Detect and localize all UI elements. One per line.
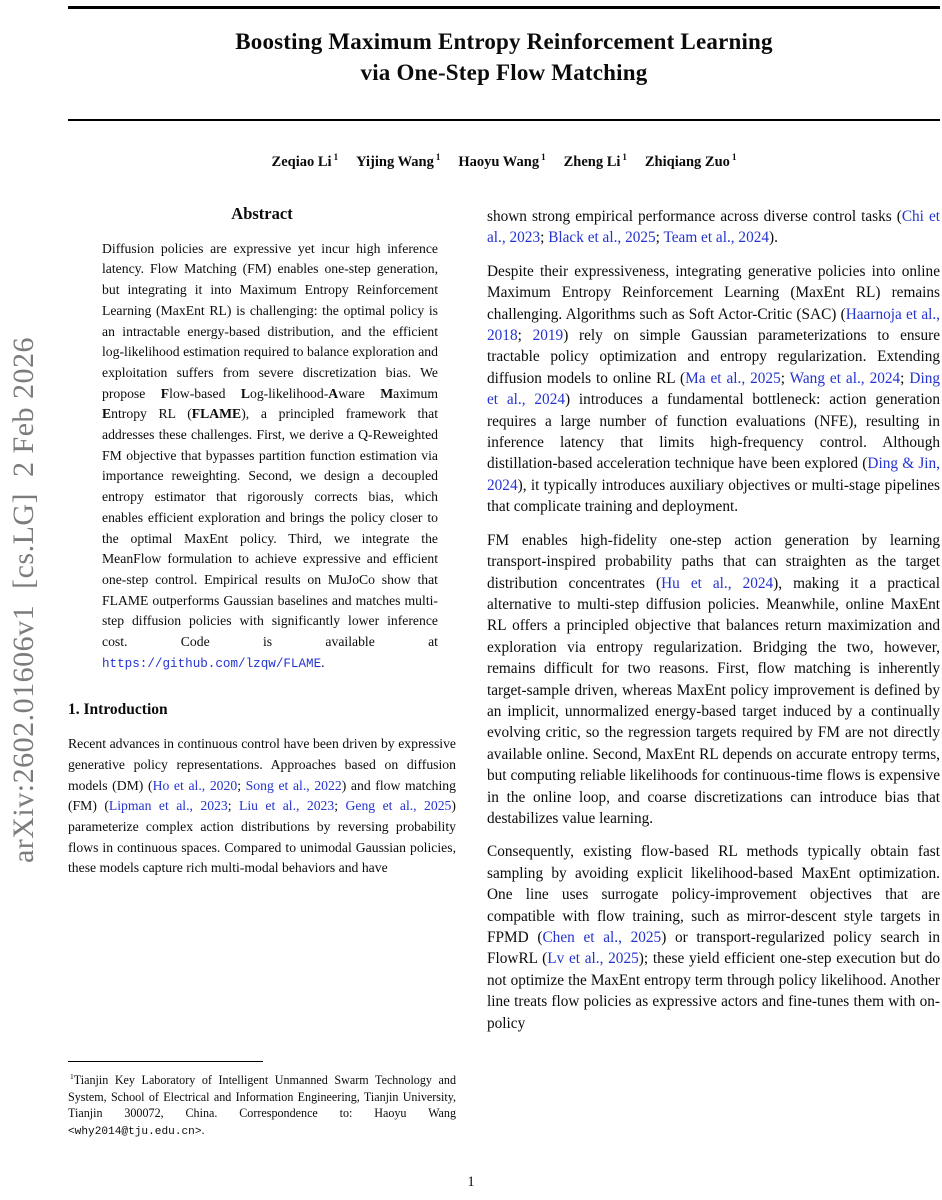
text-segment: ; bbox=[237, 777, 246, 793]
text-segment: Zhiqiang Zuo bbox=[644, 153, 730, 170]
right-column bbox=[487, 206, 940, 1034]
citation-link[interactable]: Wang et al., 2024 bbox=[789, 369, 901, 387]
text-segment: 1 bbox=[435, 152, 441, 162]
text-segment: . bbox=[201, 1122, 205, 1137]
citation-link[interactable]: Chen et al., 2025 bbox=[542, 929, 662, 946]
citation-link[interactable]: Song et al., 2022 bbox=[245, 777, 342, 793]
text-segment: 1 bbox=[622, 152, 627, 162]
text-segment: A bbox=[328, 385, 339, 401]
introduction-body bbox=[68, 734, 456, 879]
authors-line bbox=[68, 152, 940, 171]
footnote-rule bbox=[68, 1061, 263, 1062]
text-segment: Zheng Li bbox=[563, 153, 621, 170]
citation-link[interactable]: Geng et al., 2025 bbox=[345, 798, 452, 814]
citation-link[interactable]: Hu et al., 2024 bbox=[661, 574, 774, 592]
text-segment: ); these yield efficient one-step execution but do not optimize the MaxEnt entropy term through policy likelihood. Another line treats flow policies as expressive actors and fine-tunes them with on-policy bbox=[487, 950, 941, 1032]
text-segment: ; bbox=[900, 369, 910, 387]
text-segment: ; bbox=[334, 798, 346, 814]
paragraph bbox=[487, 206, 940, 249]
paragraph bbox=[68, 734, 456, 879]
text-segment: og-likelihood- bbox=[249, 385, 329, 401]
text-segment: Tianjin Key Laboratory of Intelligent Unmanned Swarm Technology and System, School of Electrical and Information Engineering, Tianjin University, Tianjin 300072, China. Correspondence to: Haoyu Wang bbox=[68, 1073, 456, 1121]
citation-link[interactable]: Haarnoja et al., 2018 bbox=[487, 305, 941, 345]
text-segment: ; bbox=[227, 798, 239, 814]
text-segment: Yijing Wang bbox=[356, 153, 434, 170]
text-segment: M bbox=[380, 385, 394, 401]
text-segment: Despite their expressiveness, integrating generative policies into online Maximum Entropy Reinforcement Learning (MaxEnt RL) remains challenging. Algorithms such as Soft Actor-Critic (SAC) ( bbox=[487, 262, 940, 323]
text-segment: ware bbox=[338, 385, 381, 401]
arxiv-watermark: arXiv:2602.01606v1 [cs.LG] 2 Feb 2026 bbox=[7, 336, 40, 864]
citation-link[interactable]: Lipman et al., 2023 bbox=[108, 798, 228, 814]
text-segment: ), making it a practical alternative to multi-step diffusion policies. Meanwhile, online MaxEnt RL offers a principled objective that balances return maximization and exploration via entropy regularization. Bridging the two, however, remains difficult for two reasons. First, flow matching is inherently target-sample driven, whereas MaxEnt policy improvement is defined by an implicit, unnormalized energy-based target induced by a continually evolving critic, so the regression targets required by FM are not directly available online. Second, MaxEnt RL depends on accurate entropy terms, but computing reliable likelihoods for continuous-time flows is expensive in the online loop, and coarse discretizations can introduce bias that destabilizes value learning. bbox=[487, 574, 940, 827]
title-line-2: via One-Step Flow Matching bbox=[360, 60, 648, 85]
title-rule bbox=[68, 119, 940, 121]
title-line-1: Boosting Maximum Entropy Reinforcement Learning bbox=[235, 29, 773, 54]
text-segment: <why2014@tju.edu.cn> bbox=[68, 1125, 202, 1138]
text-segment: ) rely on simple Gaussian parameterizations to ensure tractable policy optimization and entropy regularization. Extending diffusion models to online RL ( bbox=[487, 327, 940, 387]
text-segment: ) introduces a fundamental bottleneck: action generation requires a large number of function evaluations (NFE), resulting in inference latency that limits high-frequency control. Although distillation-based acceleration technique have been explored ( bbox=[487, 391, 940, 473]
citation-link[interactable]: Chi et al., 2023 bbox=[487, 208, 940, 247]
paragraph bbox=[487, 261, 940, 518]
text-segment: ). bbox=[769, 229, 778, 247]
text-segment: F bbox=[160, 385, 170, 401]
text-segment: Zeqiao Li bbox=[271, 153, 332, 170]
text-segment: ntropy RL ( bbox=[111, 406, 192, 422]
citation-link[interactable]: Black et al., 2025 bbox=[548, 229, 656, 247]
citation-link[interactable]: Liu et al., 2023 bbox=[238, 798, 335, 814]
text-segment: FM enables high-fidelity one-step action generation by learning transport-inspired probability paths that can straighten as the target distribution concentrates ( bbox=[487, 531, 940, 592]
citation-link[interactable]: Ding & Jin, 2024 bbox=[487, 455, 940, 494]
citation-link[interactable]: Ma et al., 2025 bbox=[685, 369, 781, 387]
page-number: 1 bbox=[467, 1174, 475, 1190]
text-segment: Recent advances in continuous control have been driven by expressive generative policy representations. Approaches based on diffusion models (DM) ( bbox=[68, 736, 456, 793]
citation-link[interactable]: Lv et al., 2025 bbox=[547, 950, 639, 968]
paragraph bbox=[487, 530, 940, 830]
text-segment: ; bbox=[780, 369, 790, 387]
citation-link[interactable]: 2019 bbox=[532, 327, 564, 345]
text-segment: 1 bbox=[731, 152, 737, 162]
text-segment: 1 bbox=[333, 152, 339, 162]
citation-link[interactable]: Ho et al., 2020 bbox=[152, 777, 238, 793]
footnote bbox=[68, 1061, 456, 1140]
citation-link[interactable]: https://github.com/lzqw/FLAME bbox=[102, 656, 322, 671]
left-column bbox=[68, 204, 456, 879]
text-segment: ) or transport-regularized policy search in FlowRL ( bbox=[487, 929, 940, 968]
text-segment: low-based bbox=[169, 385, 241, 401]
text-segment: shown strong empirical performance across diverse control tasks ( bbox=[487, 208, 902, 225]
text-segment: 1 bbox=[541, 152, 546, 162]
paragraph bbox=[487, 841, 940, 1034]
text-segment: E bbox=[102, 406, 112, 422]
top-rule bbox=[68, 6, 940, 9]
text-segment: ) parameterize complex action distributions by reversing probability flows in continuous spaces. Compared to unimodal Gaussian policies, these models capture rich multi-modal behaviors and have bbox=[68, 798, 456, 876]
text-segment: L bbox=[240, 385, 250, 401]
abstract-heading: Abstract bbox=[231, 204, 293, 223]
text-segment: . bbox=[321, 654, 325, 670]
text-segment: Consequently, existing flow-based RL methods typically obtain fast sampling by avoiding explicit likelihood-based MaxEnt optimization. One line uses surrogate policy-improvement objectives that are compatible with flow training, such as mirror-descent style targets in FPMD ( bbox=[487, 843, 940, 946]
text-segment: ; bbox=[517, 327, 533, 345]
text-segment: aximum bbox=[393, 385, 438, 401]
citation-link[interactable]: Ding et al., 2024 bbox=[487, 369, 940, 409]
text-segment: FLAME bbox=[191, 406, 242, 422]
footnote-text bbox=[68, 1069, 456, 1140]
text-segment: ; bbox=[540, 229, 549, 247]
paper-title bbox=[68, 26, 940, 88]
text-segment: ; bbox=[655, 229, 664, 247]
text-segment: ) and flow matching (FM) ( bbox=[68, 777, 456, 814]
section-1-heading: 1. Introduction bbox=[68, 701, 168, 719]
text-segment: 1 bbox=[70, 1072, 74, 1081]
abstract-body bbox=[102, 239, 438, 675]
text-segment: Diffusion policies are expressive yet incur high inference latency. Flow Matching (FM) enables one-step generation, but integrating it into Maximum Entropy Reinforcement Learning (MaxEnt RL) is challenging: the optimal policy is an intractable energy-based distribution, and the efficient log-likelihood estimation required to balance exploration and exploitation suffers from severe discretization bias. We propose bbox=[102, 240, 438, 401]
text-segment: Haoyu Wang bbox=[458, 153, 540, 170]
text-segment: ), a principled framework that addresses these challenges. First, we derive a Q-Reweighted FM objective that bypasses partition function estimation via importance reweighting. Second, we design a decoupled entropy estimator that rigorously corrects bias, which enables efficient exploration and brings the policy closer to the optimal MaxEnt policy. Third, we integrate the MeanFlow formulation to achieve expressive and efficient one-step control. Empirical results on MuJoCo show that FLAME outperforms Gaussian baselines and matches multi-step diffusion policies with significantly lower inference cost. Code is available at bbox=[102, 406, 438, 650]
text-segment: ), it typically introduces auxiliary objectives or multi-stage pipelines that complicate training and deployment. bbox=[487, 476, 940, 516]
citation-link[interactable]: Team et al., 2024 bbox=[663, 229, 770, 247]
